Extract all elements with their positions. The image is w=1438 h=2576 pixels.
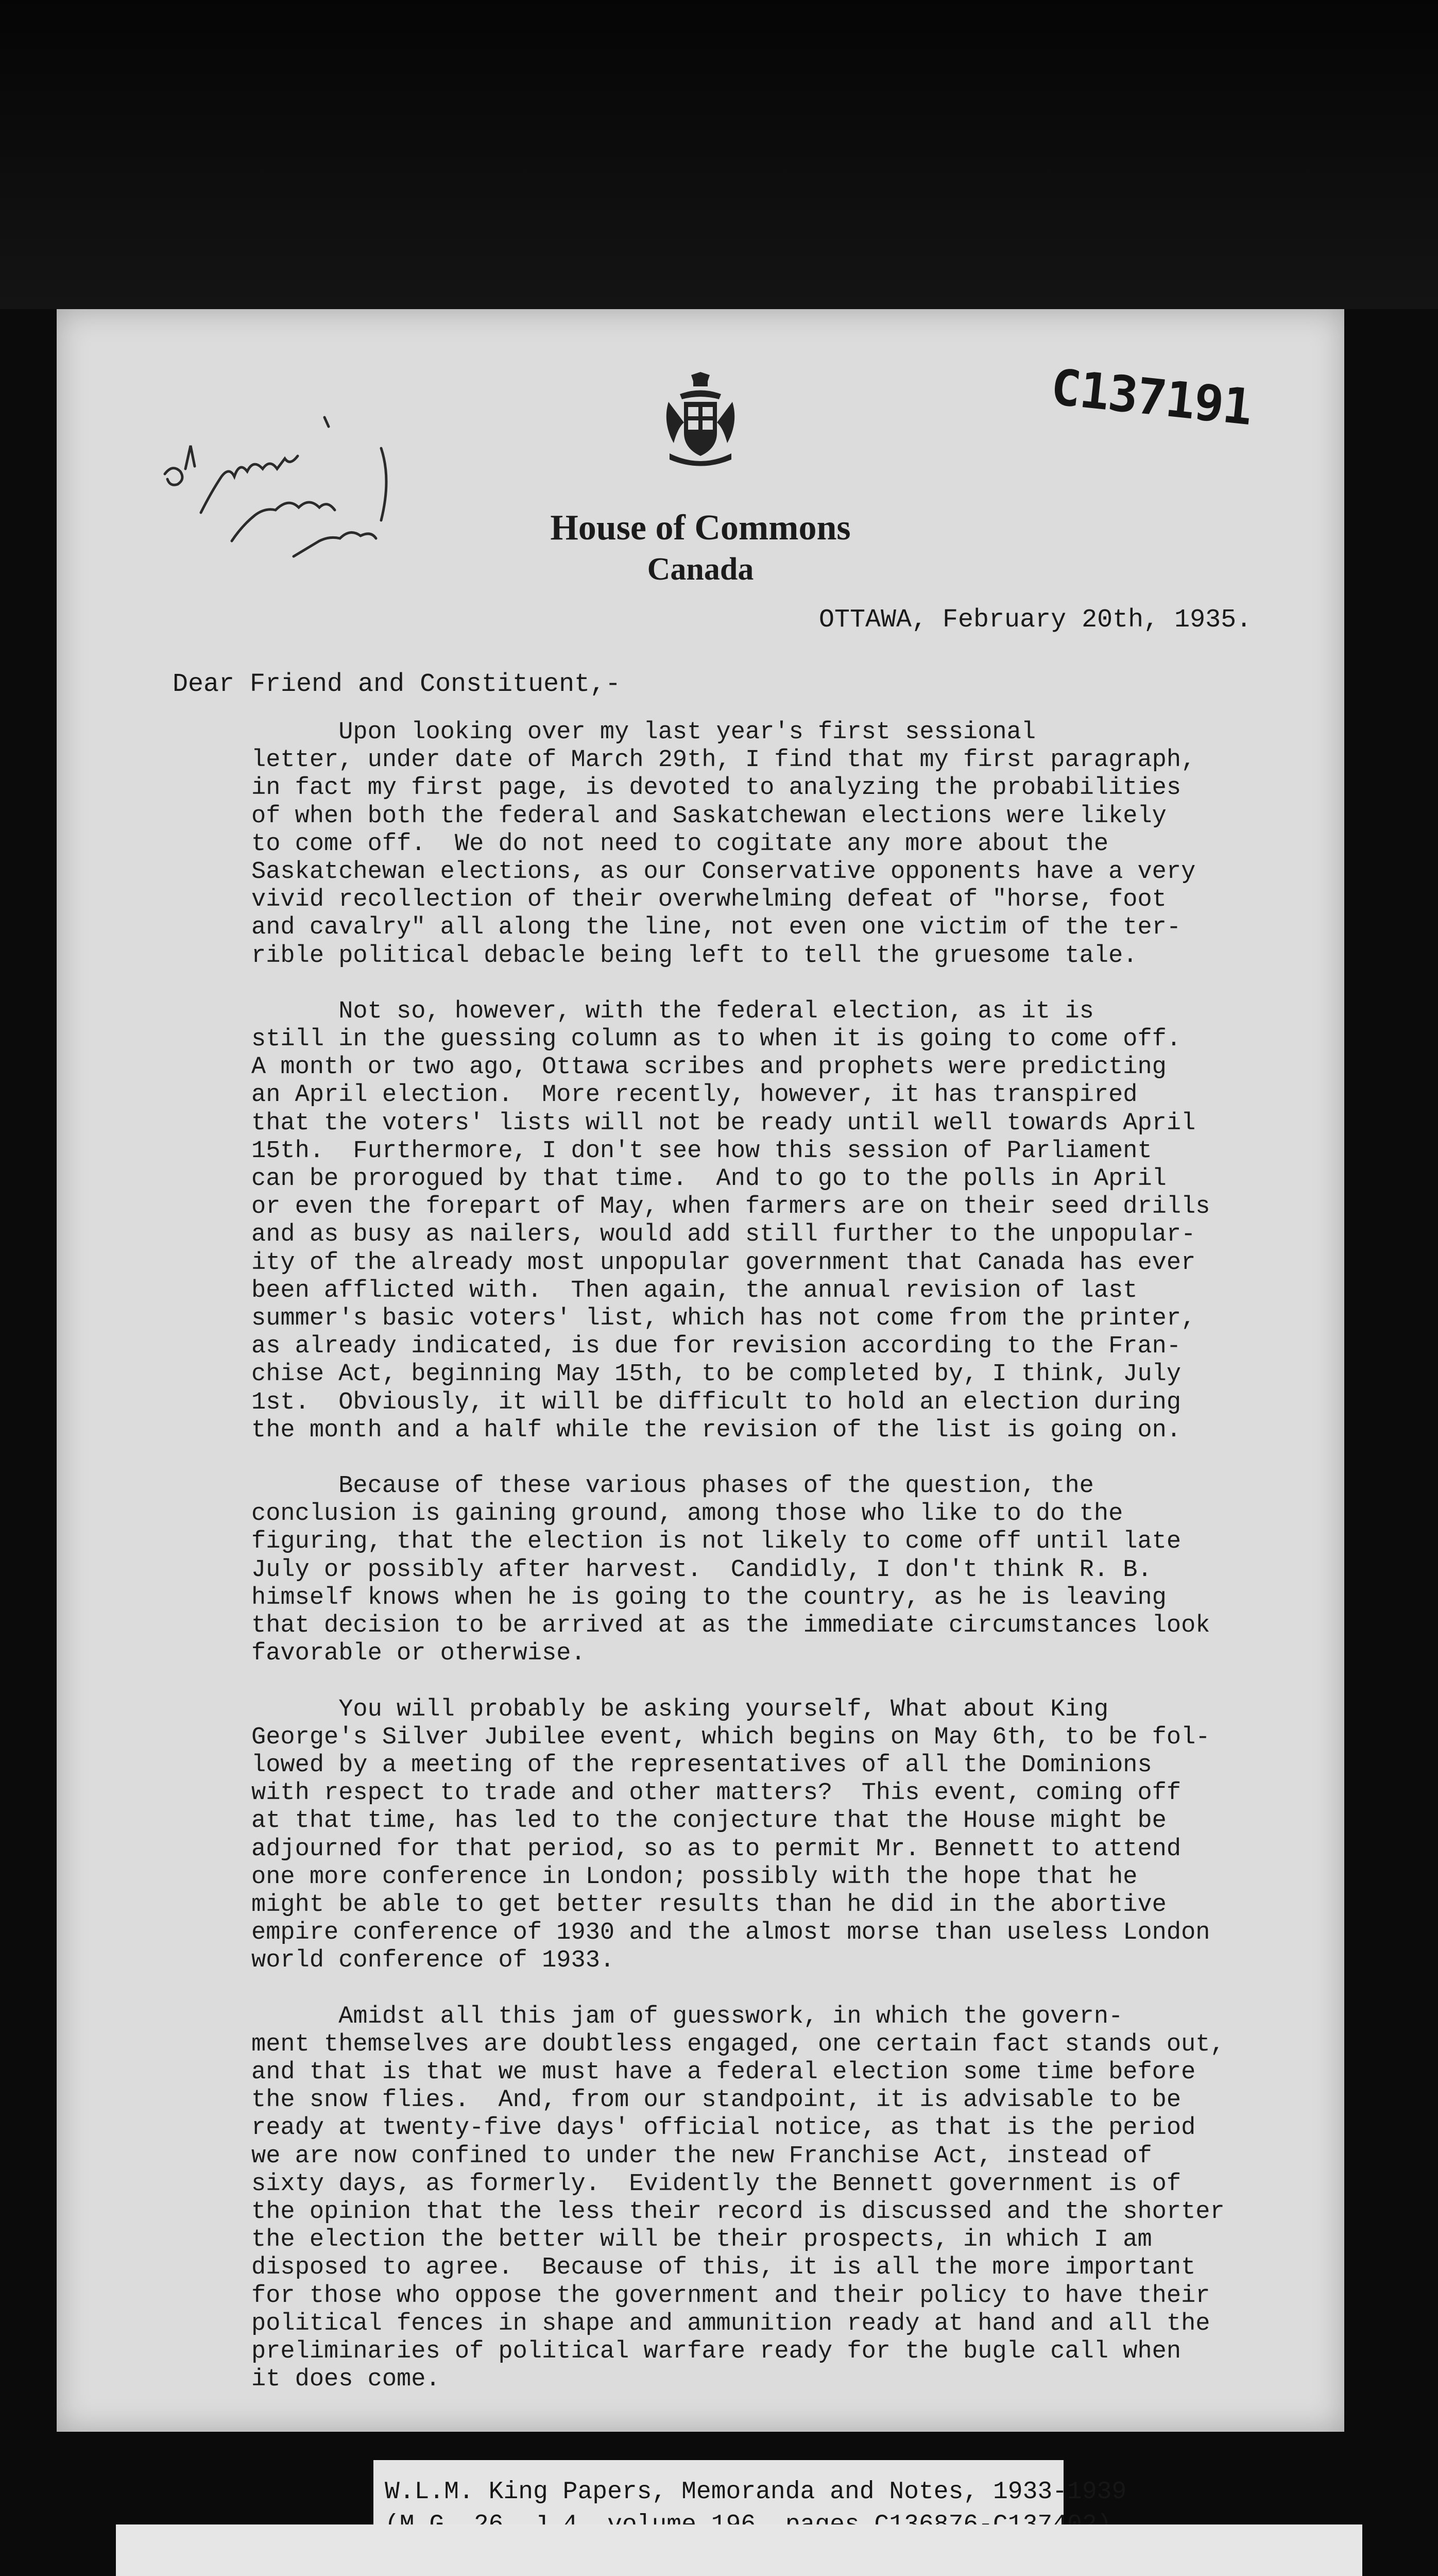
canadian-coat-of-arms-icon [659, 371, 742, 469]
paragraph: Upon looking over my last year's first sessional letter, under date of March 29th, I find that my first paragraph, in fact my first page, is devoted to analyzing the probabilities of when both the federal and Saskatchewan elections were likely to come off. We do not need to cogitate any more about the Saskatchewan elections, as our Conservative opponents have a very vivid recollection of their overwhelming defeat of "horse, foot and cavalry" all along the line, not even one victim of the ter- rible political debacle being left to tell the gruesome tale. [251, 719, 1196, 970]
paragraph: Because of these various phases of the question, the conclusion is gaining ground, among those who like to do the figuring, that the election is not likely to come off until late July or possibly after harvest. Candidly, I don't think R. B. himself knows when he is going to the country, as he is leaving that decision to be arrived at as the immediate circumstances look favorable or otherwise. [251, 1472, 1210, 1668]
paragraph: Not so, however, with the federal election, as it is still in the guessing column as to when it is going to come off. A month or two ago, Ottawa scribes and prophets were predicting an April election. More recently, however, it has transpired that the voters' lists will not be ready until well towards April 15th. Furthermore, I don't see how this session of Parliament can be prorogued by that time. And to go to the polls in April or even the forepart of May, when farmers are on their seed drills and as busy as nailers, would add still further to the unpopular- ity of the already most unpopular government that Canada has ever been afflicted with. Then again, the annual revision of last summer's basic voters' list, which has not come from the printer, as already indicated, is due for revision according to the Fran- chise Act, beginning May 15th, to be completed by, I think, July 1st. Obviously, it will be difficult to hold an election during the month and a half while the revision of the list is going on. [251, 997, 1210, 1444]
letterhead-subtitle: Canada [647, 552, 754, 587]
paragraph: Amidst all this jam of guesswork, in which the govern- ment themselves are doubtless engaged, one certain fact stands out, and that is that we must have a federal election some time before the snow flies. And, from our standpoint, it is advisable to be ready at twenty-five days' official notice, as that is the period we are now confined to under the new Franchise Act, instead of sixty days, as formerly. Evidently the Bennett government is of the opinion that the less their record is discussed and the shorter the election the better will be their prospects, in which I am disposed to agree. Because of this, it is all the more important for those who oppose the government and their policy to have their political fences in shape and ammunition ready at hand and all the preliminaries of political warfare ready for the bugle call when it does come. [251, 2003, 1225, 2394]
salutation: Dear Friend and Constituent,- [173, 670, 621, 699]
dateline: OTTAWA, February 20th, 1935. [819, 605, 1252, 635]
microfilm-border [0, 0, 1438, 309]
archives-card [116, 2524, 1362, 2576]
letter-body [251, 719, 1302, 2394]
citation-line: W.L.M. King Papers, Memoranda and Notes, 1933-1939 [385, 2478, 1127, 2506]
letter-page [57, 309, 1344, 2432]
paragraph: You will probably be asking yourself, What about King George's Silver Jubilee event, which begins on May 6th, to be fol- lowed by a meeting of the representatives of all the Dominions with respect to trade and other matters? This event, coming off at that time, has led to the conjecture that the House might be adjourned for that period, so as to permit Mr. Bennett to attend one more conference in London; possibly with the hope that he might be able to get better results than he did in the abortive empire conference of 1930 and the almost morse than useless London world conference of 1933. [251, 1696, 1210, 1975]
letterhead-title: House of Commons [550, 508, 851, 548]
manuscript-number: C137191 [1048, 358, 1255, 437]
